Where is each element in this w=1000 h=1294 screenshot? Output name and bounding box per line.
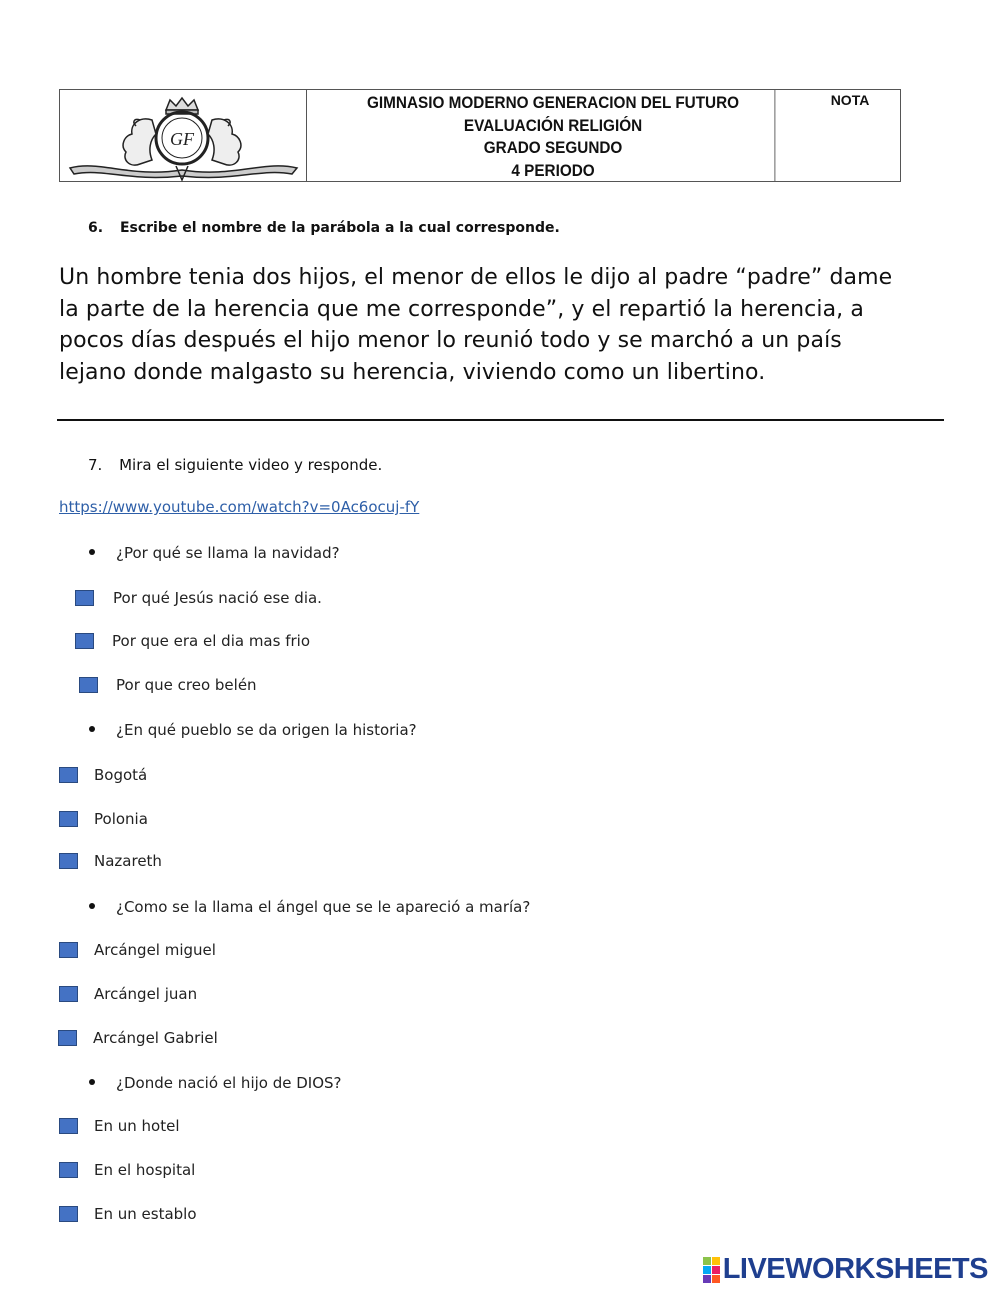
checkbox-icon[interactable] bbox=[59, 853, 78, 869]
question-6-title bbox=[88, 220, 560, 236]
checkbox-icon[interactable] bbox=[75, 590, 94, 606]
liveworksheets-logo[interactable] bbox=[703, 1253, 988, 1286]
checkbox-icon[interactable] bbox=[59, 1162, 78, 1178]
evaluation-title: EVALUACIÓN RELIGIÓN bbox=[463, 115, 643, 135]
option-label: Por qué Jesús nació ese dia. bbox=[113, 589, 322, 607]
question-7-prompt: Mira el siguiente video y responde. bbox=[119, 456, 383, 474]
checkbox-icon[interactable] bbox=[59, 1118, 78, 1134]
option-checkbox[interactable] bbox=[59, 1205, 197, 1223]
sub-question-1 bbox=[89, 544, 340, 562]
option-checkbox[interactable] bbox=[79, 676, 257, 694]
period-title: 4 PERIODO bbox=[511, 160, 595, 180]
checkbox-icon[interactable] bbox=[58, 1030, 77, 1046]
sub-question-text: ¿Donde nació el hijo de DIOS? bbox=[116, 1074, 342, 1092]
parable-line: lejano donde malgasto su herencia, viviendo como un libertino. bbox=[59, 359, 766, 385]
bullet-icon bbox=[89, 549, 95, 555]
sub-question-3 bbox=[89, 898, 530, 916]
checkbox-icon[interactable] bbox=[79, 677, 98, 693]
option-label: En un hotel bbox=[94, 1117, 180, 1135]
bullet-icon bbox=[89, 726, 95, 732]
option-checkbox[interactable] bbox=[59, 941, 216, 959]
question-7-title bbox=[88, 456, 382, 474]
option-checkbox[interactable] bbox=[59, 985, 197, 1003]
option-checkbox[interactable] bbox=[59, 766, 147, 784]
question-6-prompt: Escribe el nombre de la parábola a la cual corresponde. bbox=[119, 220, 560, 236]
bullet-icon bbox=[89, 1079, 95, 1085]
sub-question-text: ¿Como se la llama el ángel que se le apareció a maría? bbox=[116, 898, 531, 916]
grade-title: GRADO SEGUNDO bbox=[483, 138, 623, 157]
liveworksheets-blocks-icon bbox=[703, 1257, 720, 1283]
sub-question-text: ¿Por qué se llama la navidad? bbox=[116, 544, 340, 562]
option-label: Arcángel juan bbox=[94, 985, 198, 1003]
option-checkbox[interactable] bbox=[59, 1161, 195, 1179]
parable-line: la parte de la herencia que me corresponde”, y el repartió la herencia, a bbox=[59, 296, 864, 322]
parable-line: pocos días después el hijo menor lo reunió todo y se marchó a un país bbox=[59, 328, 842, 353]
question-6-number: 6. bbox=[88, 220, 104, 236]
checkbox-icon[interactable] bbox=[59, 986, 78, 1002]
option-label: Polonia bbox=[94, 810, 148, 828]
question-7-number: 7. bbox=[88, 456, 103, 474]
checkbox-icon[interactable] bbox=[59, 767, 78, 783]
option-label: En el hospital bbox=[94, 1161, 196, 1179]
option-checkbox[interactable] bbox=[75, 589, 322, 607]
option-label: Arcángel miguel bbox=[94, 941, 216, 959]
option-label: Arcángel Gabriel bbox=[93, 1029, 218, 1047]
school-name: GIMNASIO MODERNO GENERACION DEL FUTURO bbox=[367, 93, 740, 112]
answer-line[interactable] bbox=[57, 419, 944, 421]
sub-question-4 bbox=[89, 1074, 342, 1092]
option-checkbox[interactable] bbox=[59, 1117, 180, 1135]
option-label: Por que creo belén bbox=[116, 676, 257, 694]
checkbox-icon[interactable] bbox=[59, 811, 78, 827]
option-checkbox[interactable] bbox=[75, 632, 310, 650]
option-label: Nazareth bbox=[94, 852, 162, 870]
svg-text:GF: GF bbox=[170, 129, 194, 149]
bullet-icon bbox=[89, 903, 95, 909]
school-crest-logo bbox=[60, 90, 307, 183]
header-table bbox=[59, 89, 901, 182]
liveworksheets-brand: LIVEWORKSHEETS bbox=[722, 1253, 988, 1285]
sub-question-text: ¿En qué pueblo se da origen la historia? bbox=[116, 721, 417, 739]
option-label: Bogotá bbox=[94, 766, 148, 784]
option-label: En un establo bbox=[94, 1205, 197, 1223]
sub-question-2 bbox=[89, 721, 417, 739]
checkbox-icon[interactable] bbox=[59, 1206, 78, 1222]
checkbox-icon[interactable] bbox=[59, 942, 78, 958]
option-checkbox[interactable] bbox=[58, 1029, 218, 1047]
option-label: Por que era el dia mas frio bbox=[112, 632, 310, 650]
nota-cell bbox=[800, 90, 900, 181]
option-checkbox[interactable] bbox=[59, 810, 148, 828]
parable-line: Un hombre tenia dos hijos, el menor de ellos le dijo al padre “padre” dame bbox=[59, 265, 893, 290]
title-cell bbox=[332, 90, 776, 181]
logo-cell bbox=[60, 90, 307, 181]
video-link[interactable]: https://www.youtube.com/watch?v=0Ac6ocuj-fY bbox=[59, 498, 420, 516]
parable-text bbox=[59, 262, 949, 388]
nota-label: NOTA bbox=[830, 92, 870, 108]
option-checkbox[interactable] bbox=[59, 852, 162, 870]
checkbox-icon[interactable] bbox=[75, 633, 94, 649]
